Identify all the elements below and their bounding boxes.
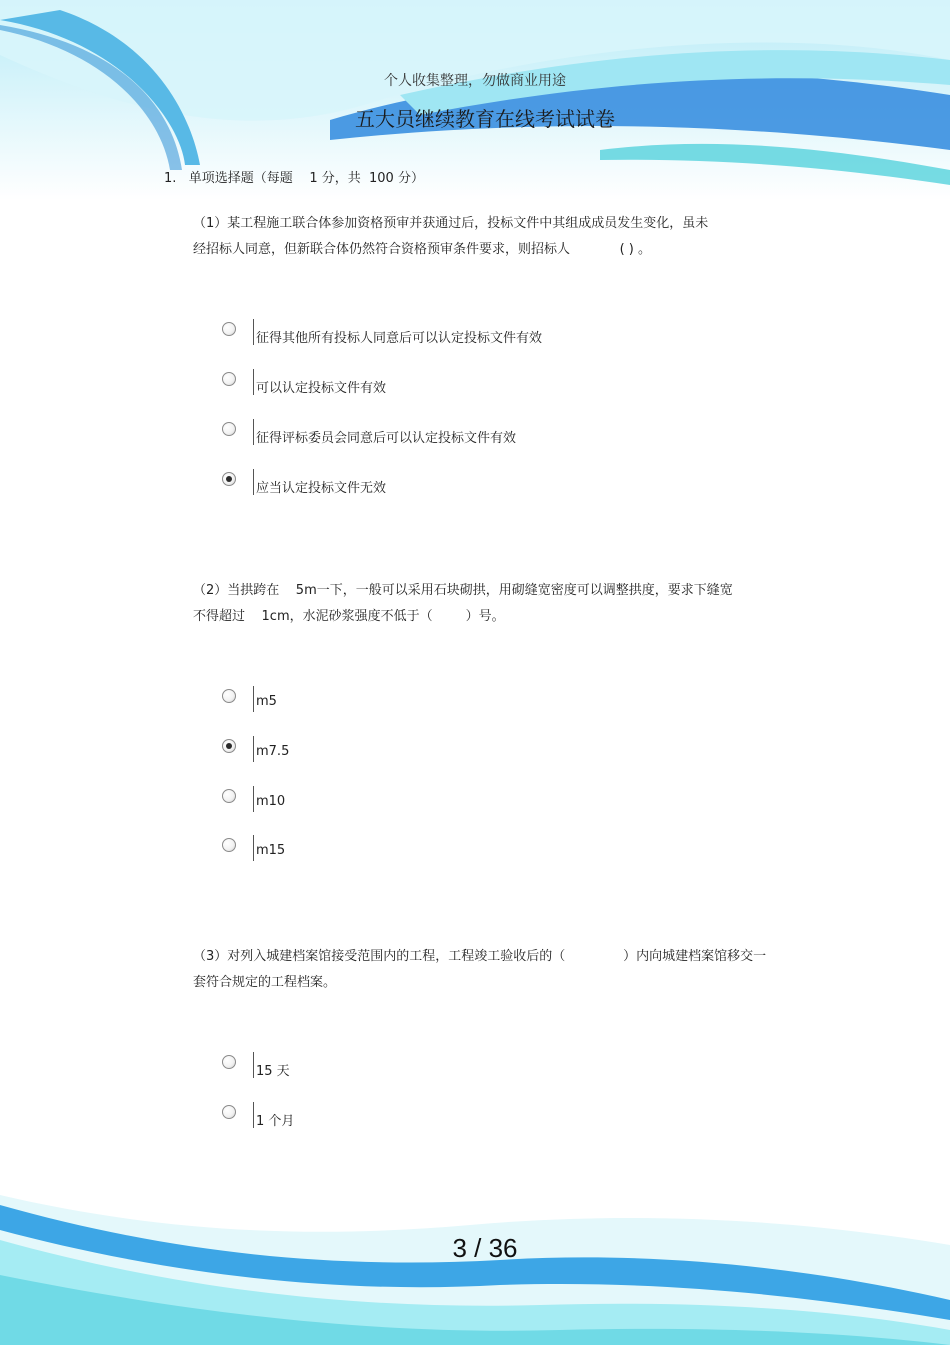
question-3-text: [193, 944, 853, 996]
radio-button[interactable]: [222, 689, 236, 703]
text-cursor-bar: [253, 1102, 254, 1128]
option-label: 应当认定投标文件无效: [256, 481, 387, 496]
text-cursor-bar: [253, 736, 254, 762]
text-cursor-bar: [253, 319, 254, 345]
text-cursor-bar: [253, 1052, 254, 1078]
question-2-line-1: （2）当拱跨在 5m一下，一般可以采用石块砌拱，用砌缝宽密度可以调整拱度，要求下缝宽: [193, 583, 733, 598]
radio-button-selected[interactable]: [222, 739, 236, 753]
text-cursor-bar: [253, 369, 254, 395]
option-label: m7.5: [256, 744, 290, 759]
text-cursor-bar: [253, 419, 254, 445]
option-label: 15 天: [256, 1064, 290, 1079]
question-1-line-2: 经招标人同意，但新联合体仍然符合资格预审条件要求，则招标人 ( ) 。: [193, 242, 651, 257]
radio-button[interactable]: [222, 422, 236, 436]
radio-button[interactable]: [222, 1055, 236, 1069]
radio-button[interactable]: [222, 372, 236, 386]
text-cursor-bar: [253, 835, 254, 861]
radio-button[interactable]: [222, 322, 236, 336]
question-1-line-1: （1）某工程施工联合体参加资格预审并获通过后，投标文件中其组成成员发生变化，虽未: [193, 216, 709, 231]
option-label: 可以认定投标文件有效: [256, 381, 387, 396]
option-label: 征得评标委员会同意后可以认定投标文件有效: [256, 431, 517, 446]
option-label: 征得其他所有投标人同意后可以认定投标文件有效: [256, 331, 543, 346]
option-label: m5: [256, 694, 277, 709]
radio-button[interactable]: [222, 789, 236, 803]
text-cursor-bar: [253, 786, 254, 812]
page-title: 五大员继续教育在线考试试卷: [355, 107, 615, 131]
header-wave-decoration: [0, 0, 950, 200]
option-label: m10: [256, 794, 286, 809]
option-label: 1 个月: [256, 1114, 295, 1129]
question-1-text: [193, 211, 853, 263]
question-2-line-2: 不得超过 1cm，水泥砂浆强度不低于（ ）号。: [193, 609, 505, 624]
section-heading: 1. 单项选择题（每题 1 分，共 100 分）: [164, 171, 424, 186]
watermark-note: 个人收集整理，勿做商业用途: [384, 73, 566, 89]
question-3-line-2: 套符合规定的工程档案。: [193, 975, 337, 990]
text-cursor-bar: [253, 686, 254, 712]
option-label: m15: [256, 843, 286, 858]
radio-button[interactable]: [222, 838, 236, 852]
text-cursor-bar: [253, 469, 254, 495]
radio-button[interactable]: [222, 1105, 236, 1119]
page-number: 3 / 36: [452, 1233, 518, 1263]
question-3-line-1: （3）对列入城建档案馆接受范围内的工程，工程竣工验收后的（ ）内向城建档案馆移交一: [193, 949, 767, 964]
question-2-text: [193, 578, 853, 630]
radio-button-selected[interactable]: [222, 472, 236, 486]
